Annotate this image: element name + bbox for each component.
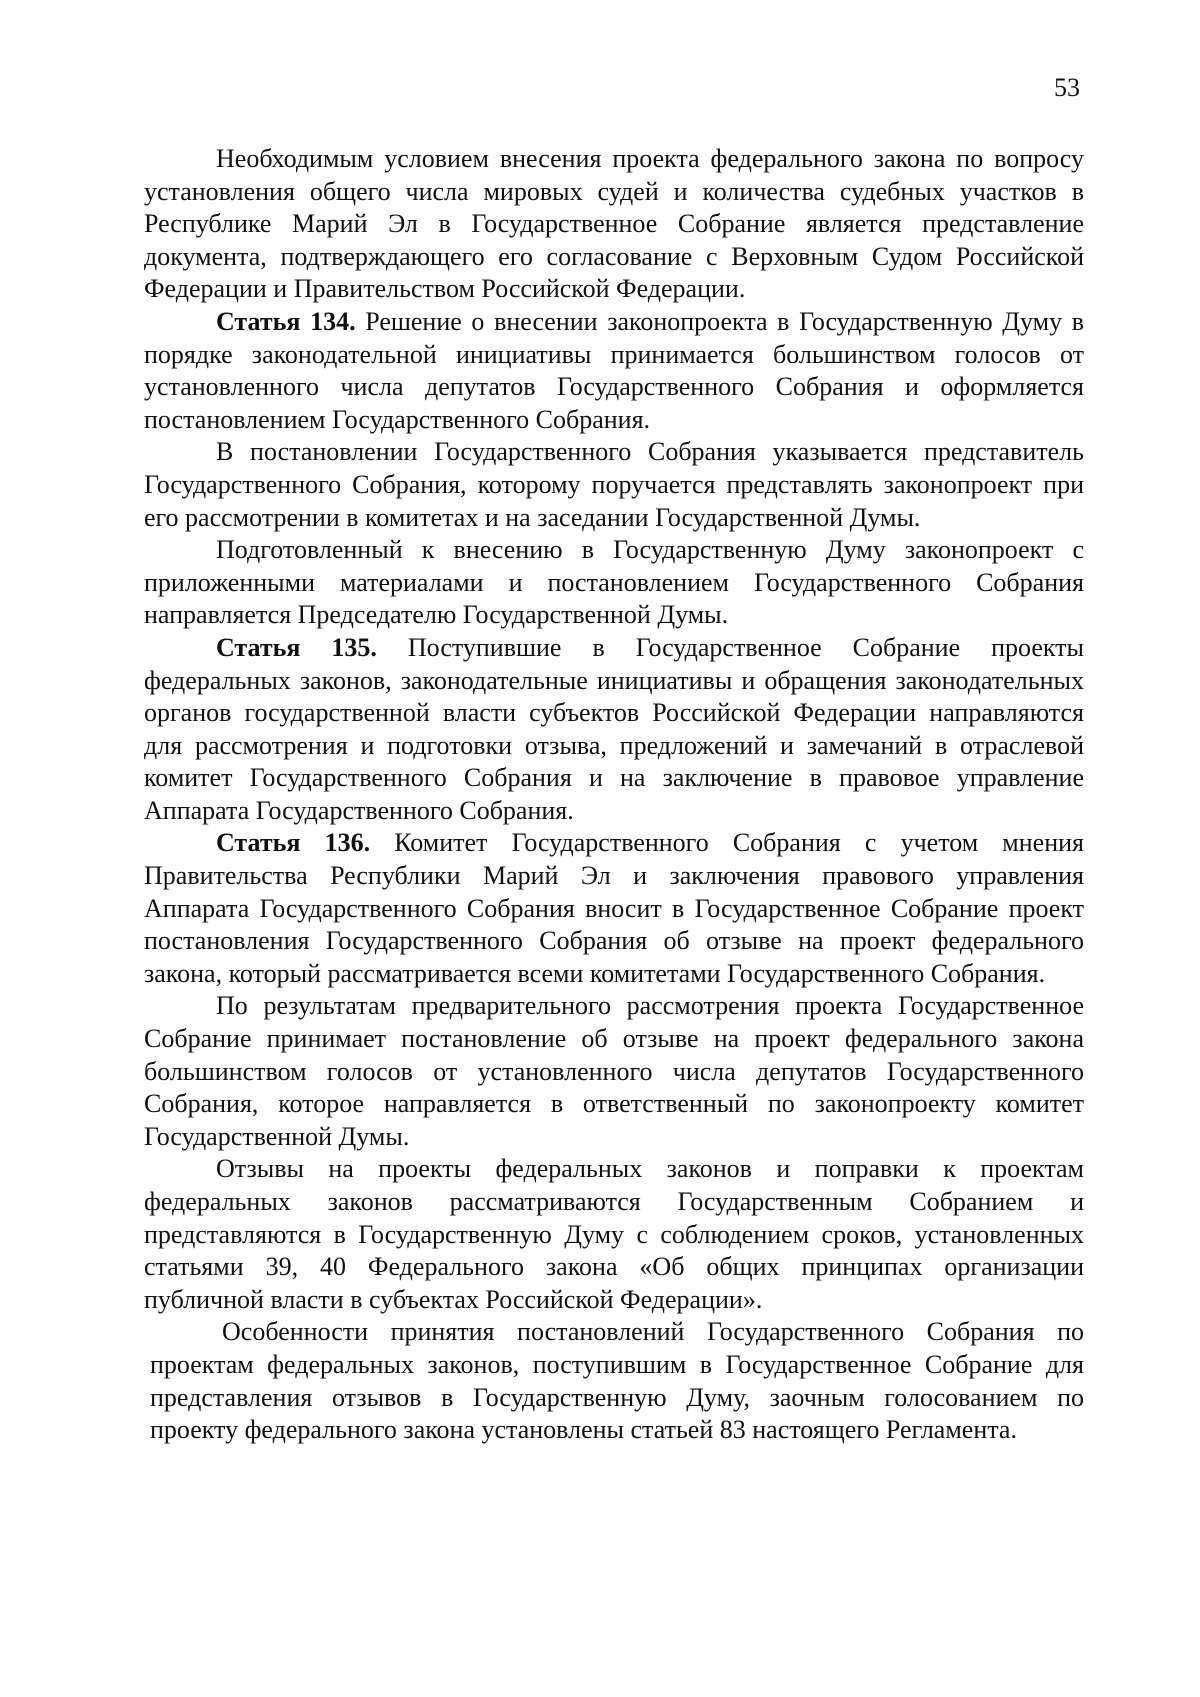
paragraph-text: В постановлении Государственного Собрания указывается представитель Государственного Собрания, которому поручается представлять законопроект при его рассмотрении в комитетах и на заседании Государственной Думы. bbox=[144, 437, 1084, 532]
paragraph bbox=[144, 534, 1084, 632]
paragraph bbox=[144, 1153, 1084, 1316]
paragraph-text: Отзывы на проекты федеральных законов и поправки к проектам федеральных законов рассматриваются Государственным Собранием и представляются в Государственную Думу с соблюдением сроков, установленных статьями 39, 40 Федерального закона «Об общих принципах организации публичной власти в субъектах Российской Федерации». bbox=[144, 1154, 1084, 1314]
paragraph bbox=[144, 143, 1084, 306]
article-heading: Статья 134. bbox=[216, 306, 356, 336]
paragraph-text: Решение о внесении законопроекта в Государственную Думу в порядке законодательной инициативы принимается большинством голосов от установленного числа депутатов Государственного Собрания и оформляется постановлением Государственного Собрания. bbox=[144, 306, 1085, 434]
article-paragraph bbox=[144, 632, 1084, 828]
page-number: 53 bbox=[1054, 73, 1080, 102]
article-heading: Статья 136. bbox=[216, 828, 371, 858]
paragraph-text: Особенности принятия постановлений Государственного Собрания по проектам федеральных законов, поступившим в Государственное Собрание для представления отзывов в Государственную Думу, заочным голосованием по проекту федерального закона установлены статьей 83 настоящего Регламента. bbox=[150, 1317, 1084, 1445]
paragraph-text: Комитет Государственного Собрания с учетом мнения Правительства Республики Марий Эл и заключения правового управления Аппарата Государственного Собрания вносит в Государственное Собрание проект постановления Государственного Собрания об отзыве на проект федерального закона, который рассматривается всеми комитетами Государственного Собрания. bbox=[144, 828, 1085, 988]
paragraph-text: Подготовленный к внесению в Государственную Думу законопроект с приложенными материалами и постановлением Государственного Собрания направляется Председателю Государственной Думы. bbox=[144, 535, 1084, 630]
paragraph bbox=[144, 436, 1084, 534]
paragraph-text: По результатам предварительного рассмотрения проекта Государственное Собрание принимает постановление об отзыве на проект федерального закона большинством голосов от установленного числа депутатов Государственного Собрания, которое направляется в ответственный по законопроекту комитет Государственной Думы. bbox=[144, 991, 1084, 1151]
article-paragraph bbox=[144, 306, 1084, 436]
paragraph bbox=[150, 1316, 1084, 1446]
document-body bbox=[144, 143, 1084, 1447]
article-heading: Статья 135. bbox=[216, 632, 377, 662]
paragraph bbox=[144, 990, 1084, 1153]
paragraph-text: Поступившие в Государственное Собрание проекты федеральных законов, законодательные инициативы и обращения законодательных органов государственной власти субъектов Российской Федерации направляются для рассмотрения и подготовки отзыва, предложений и замечаний в отраслевой комитет Государственного Собрания и на заключение в правовое управление Аппарата Государственного Собрания. bbox=[144, 632, 1085, 825]
paragraph-text: Необходимым условием внесения проекта федерального закона по вопросу установления общего числа мировых судей и количества судебных участков в Республике Марий Эл в Государственное Собрание является представление документа, подтверждающего его согласование с Верховным Судом Российской Федерации и Правительством Российской Федерации. bbox=[144, 144, 1084, 304]
article-paragraph bbox=[144, 827, 1084, 990]
